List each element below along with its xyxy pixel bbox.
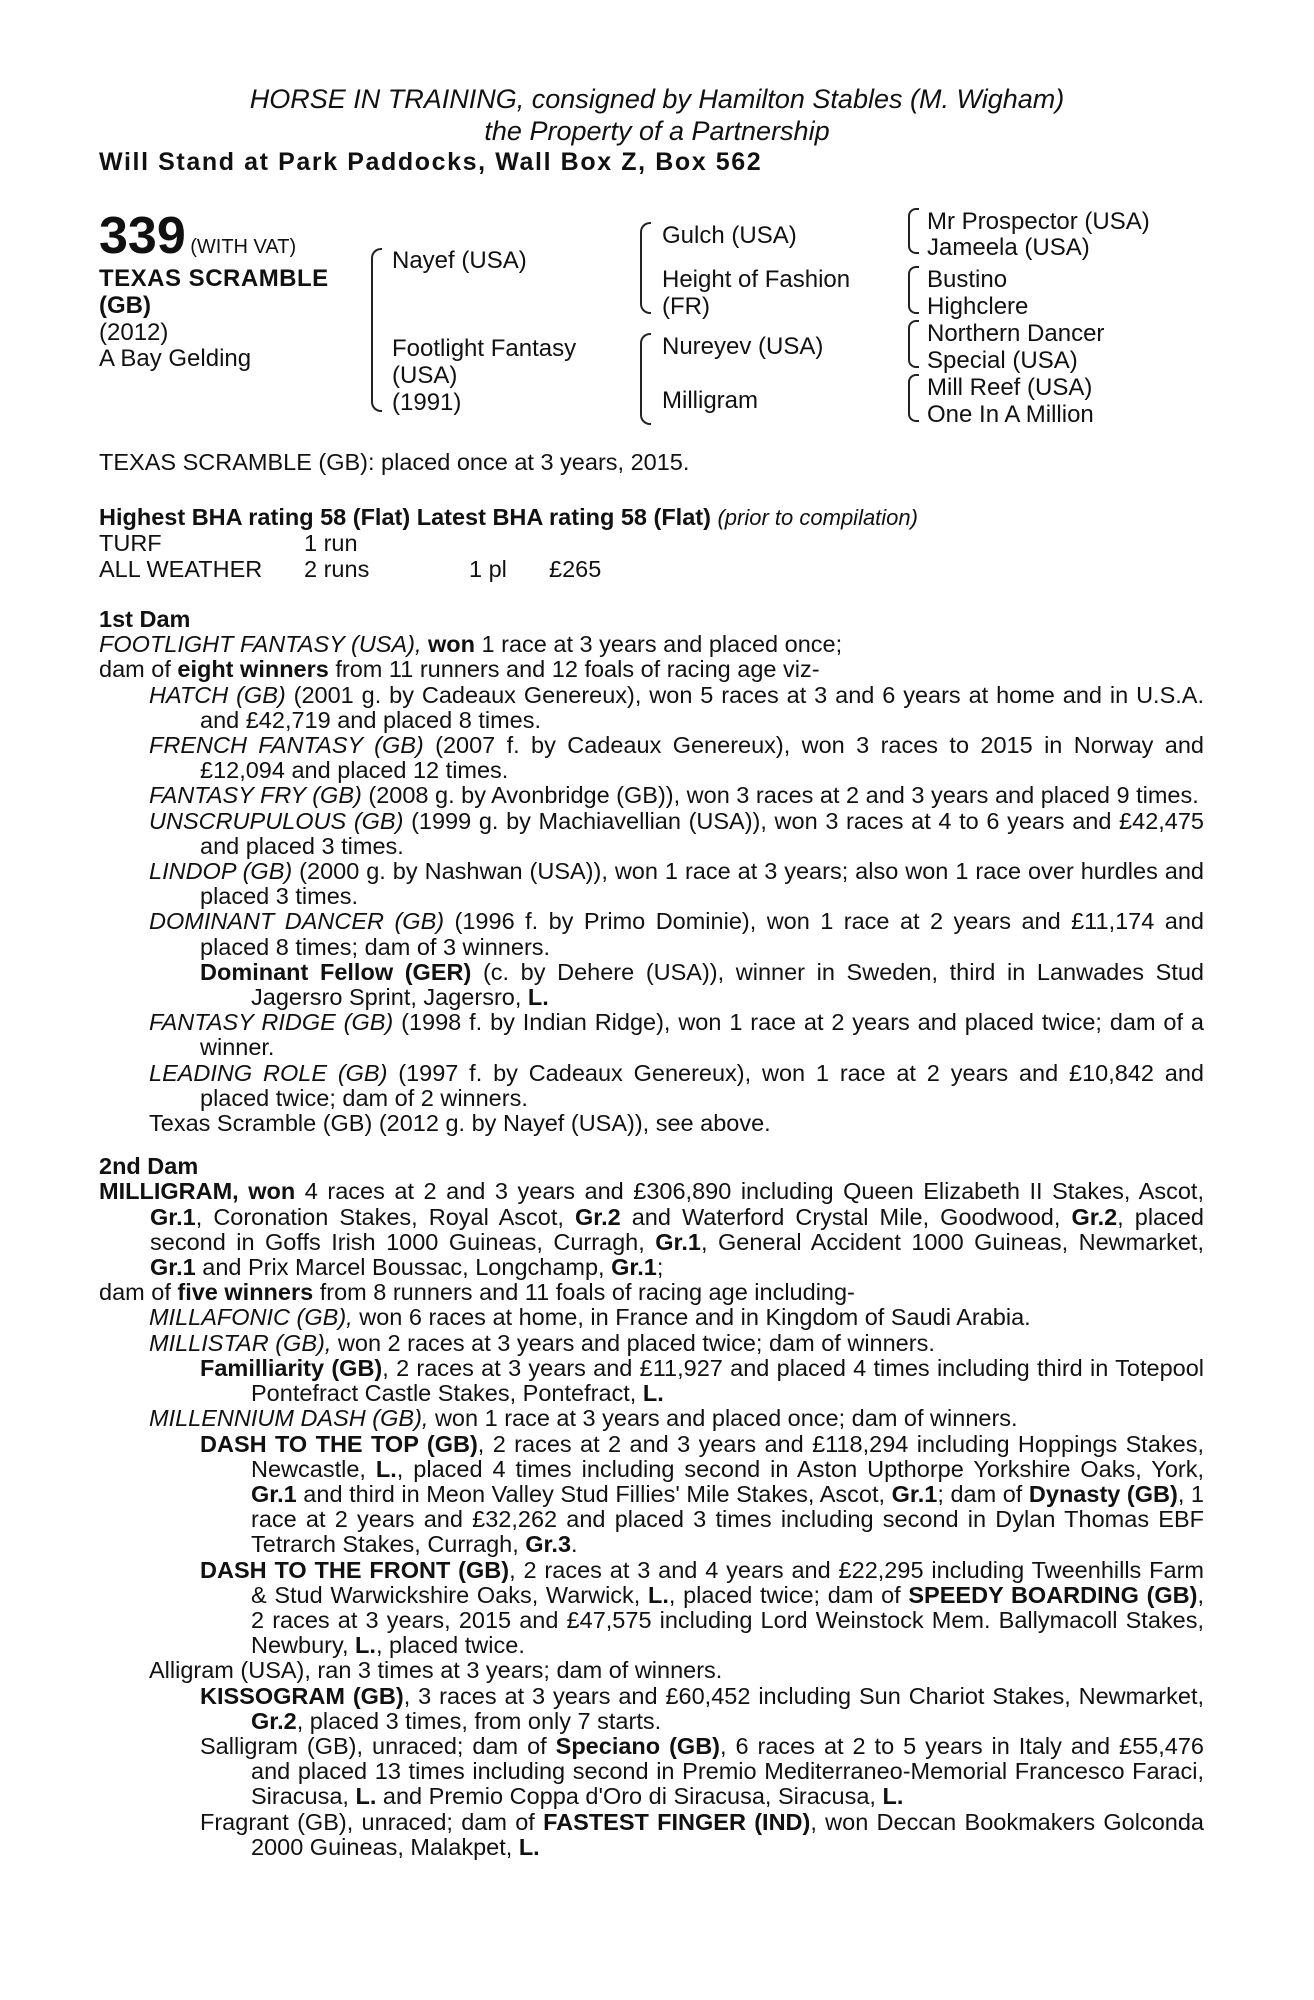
list-item [99,1331,1204,1356]
list-item [99,809,1204,859]
group-mark: Gr.3 [525,1531,572,1558]
list-item [99,1406,1204,1431]
foal-text: , won Deccan Bookmakers Golconda 2000 Guineas, Malakpet, [251,1808,1205,1860]
list-item [99,1305,1204,1330]
brace-3b [908,266,919,314]
list-item [99,783,1204,808]
foal-text: won 1 race at 3 years and placed once; dam of winners. [428,1405,1018,1432]
list-item [99,909,1204,959]
sire-dam-line1: Height of Fashion [662,266,851,293]
produce-pre: dam of [99,1279,178,1306]
foal-text: and third in Meon Valley Stud Fillies' Mile Stakes, Ascot, [296,1480,892,1507]
turf-runs: 1 run [304,530,358,556]
list-item [99,1111,1204,1136]
vat-note: (WITH VAT) [190,236,297,258]
foal-text: , placed 3 times, from only 7 starts. [296,1707,662,1734]
dam-line1: Footlight Fantasy [392,335,577,362]
foal-text: , 2 races at 3 years, 2015 and £47,575 including Lord Weinstock Mem. Ballymacoll Stakes, Newbury, [251,1581,1204,1659]
listed-mark: L. [527,984,549,1011]
foal-text: (1998 f. by Indian Ridge), won 1 race at 2 years and placed twice; dam of a winner. [200,1009,1204,1061]
foal-name: LEADING ROLE (GB) [149,1059,388,1086]
brace-3d [908,374,919,422]
foal-text: (1999 g. by Machiavellian (USA)), won 3 races at 4 to 6 years and £42,475 and placed 3 times. [200,807,1205,859]
foal-name: LINDOP (GB) [149,858,293,885]
foal-text: ; dam of [937,1480,1029,1507]
foal-text: , 1 race at 2 years and £32,262 and placed 3 times including second in Dylan Thomas EBF Tetrarch Stakes, Curragh, [251,1480,1204,1558]
foal-text: , placed 4 times including second in Aston Upthorpe Yorkshire Oaks, York, [396,1455,1204,1482]
foal-text: won 6 races at home, in France and in Kingdom of Saudi Arabia. [352,1304,1031,1331]
foal-name: FASTEST FINGER (IND) [543,1808,811,1835]
dam-year: (1991) [392,389,462,416]
group-mark: Gr.2 [1071,1203,1118,1230]
foal-name: FANTASY RIDGE (GB) [149,1009,394,1036]
first-dam-heading: 1st Dam [99,606,191,632]
brace-3c [908,320,919,368]
list-item [99,1432,1204,1558]
foal-text: , 2 races at 3 and 4 years and £22,295 including Tweenhills Farm & Stud Warwickshire Oaks, Warwick, [251,1556,1204,1608]
list-item [99,1010,1204,1060]
produce-winners: eight winners [177,656,329,683]
dam-dam-sire: Mill Reef (USA) [927,374,1093,401]
foal-name: MILLISTAR (GB), [149,1329,332,1356]
record-text: , Coronation Stakes, Royal Ascot, [195,1203,575,1230]
listed-mark: L. [647,1581,669,1608]
second-dam-record [99,1179,1204,1280]
won-label: won [238,1178,296,1205]
dam-sire-dam: Special (USA) [927,347,1078,374]
brace-3a [908,208,919,254]
bha-ratings-text: Highest BHA rating 58 (Flat) Latest BHA rating 58 (Flat) [99,504,711,530]
produce-winners: five winners [177,1279,314,1306]
foal-text: Salligram (GB), unraced; dam of [200,1732,556,1759]
second-dam-heading: 2nd Dam [99,1153,199,1180]
dam-sire: Nureyev (USA) [662,333,824,360]
list-item [99,859,1204,909]
group-mark: Gr.1 [611,1254,657,1281]
horse-name: TEXAS SCRAMBLE [99,265,329,292]
horse-origin: (GB) [99,292,151,319]
record-text: and Waterford Crystal Mile, Goodwood, [620,1203,1072,1230]
list-item [99,1061,1204,1111]
list-item [99,1558,1204,1659]
list-item [99,683,1204,733]
location-line: Will Stand at Park Paddocks, Wall Box Z, Box 562 [99,148,763,176]
listed-mark: L. [642,1380,664,1407]
foal-text: , 2 races at 2 and 3 years and £118,294 including Hoppings Stakes, Newcastle, [251,1430,1204,1482]
record-text: and Prix Marcel Boussac, Longchamp, [195,1254,612,1281]
foal-text: , 2 races at 3 years and £11,927 and placed 4 times including third in Totepool Pontefract Castle Stakes, Pontefract, [251,1354,1204,1407]
produce-post: from 11 runners and 12 foals of racing age viz- [328,656,820,683]
foal-name: Dominant Fellow (GER) [200,958,472,985]
list-item [99,1734,1204,1810]
foal-text: Alligram (USA), ran 3 times at 3 years; dam of winners. [149,1657,723,1684]
foal-text: (c. by Dehere (USA)), winner in Sweden, third in Lanwades Stud Jagersro Sprint, Jagersro, [251,958,1204,1011]
lot-number: 339 [99,207,186,265]
foal-text: Fragrant (GB), unraced; dam of [200,1808,544,1835]
foal-name: MILLAFONIC (GB), [149,1304,353,1331]
group-mark: Gr.1 [150,1254,196,1281]
horse-year: (2012) [99,319,169,346]
property-line: the Property of a Partnership [484,116,830,146]
record-text: 4 races at 2 and 3 years and £306,890 including Queen Elizabeth II Stakes, Ascot, [295,1178,1204,1205]
foal-name: Speciano (GB) [555,1732,720,1759]
foal-text: (2001 g. by Cadeaux Genereux), won 5 races at 3 and 6 years at home and in U.S.A. and £42,719 and placed 8 times. [200,681,1204,733]
foal-name: MILLENNIUM DASH (GB), [149,1405,429,1432]
dam-records [99,607,1204,1860]
foal-text: (1996 f. by Primo Dominie), won 1 race at 2 years and £11,174 and placed 8 times; dam of 3 winners. [200,908,1204,960]
horse-description: A Bay Gelding [99,345,252,372]
foal-name: SPEEDY BOARDING (GB) [908,1581,1198,1608]
foal-text: won 2 races at 3 years and placed twice; dam of winners. [331,1329,935,1356]
pedigree-brace [371,248,382,412]
sire-sire: Gulch (USA) [662,222,797,249]
foal-name: DASH TO THE TOP (GB) [200,1430,478,1457]
list-item [99,1810,1204,1860]
lot-heading [99,206,296,266]
foal-name: DASH TO THE FRONT (GB) [200,1556,510,1583]
dam-brace [640,333,651,425]
sire: Nayef (USA) [392,247,527,274]
bha-ratings-note: (prior to compilation) [717,505,918,530]
foal-name: DOMINANT DANCER (GB) [149,908,445,935]
foal-name: HATCH (GB) [149,681,286,708]
produce-post: from 8 runners and 11 foals of racing age including- [313,1279,855,1306]
foal-text: Texas Scramble (GB) (2012 g. by Nayef (USA)), see above. [149,1110,771,1137]
foal-text: (2008 g. by Avonbridge (GB)), won 3 races at 2 and 3 years and placed 9 times. [361,782,1199,809]
bha-ratings [99,504,918,531]
turf-label: TURF [99,530,162,556]
list-item [99,960,1204,1010]
foal-text: and Premio Coppa d'Oro di Siracusa, Siracusa, [376,1783,883,1810]
sire-brace [640,222,651,314]
won-label: won [428,631,476,658]
list-item [99,1658,1204,1683]
dam-line2: (USA) [392,362,458,389]
consignor-line: HORSE IN TRAINING, consigned by Hamilton Stables (M. Wigham) [249,84,1065,114]
foal-text: (2007 f. by Cadeaux Genereux), won 3 races to 2015 in Norway and £12,094 and placed 12 times. [200,732,1204,784]
group-mark: Gr.2 [251,1707,297,1734]
aw-runs: 2 runs [304,556,370,582]
listed-mark: L. [882,1783,904,1810]
first-dam-record [99,632,1204,657]
list-item [99,733,1204,783]
listed-mark: L. [518,1833,540,1860]
foal-name: FRENCH FANTASY (GB) [149,732,424,759]
listed-mark: L. [355,1632,376,1659]
second-dam-name: MILLIGRAM, [99,1178,239,1205]
group-mark: Gr.1 [655,1228,701,1255]
list-item [99,1356,1204,1406]
group-mark: Gr.1 [150,1203,196,1230]
foal-name: FANTASY FRY (GB) [149,782,362,809]
group-mark: Gr.1 [251,1480,297,1507]
dam-dam-dam: One In A Million [927,401,1094,428]
foal-text: , 3 races at 3 years and £60,452 including Sun Chariot Stakes, Newmarket, [403,1682,1204,1709]
aw-placed: 1 pl [469,556,507,582]
record-text: , placed second in Goffs Irish 1000 Guineas, Curragh, [150,1203,1205,1255]
group-mark: Gr.1 [891,1480,938,1507]
foal-text: , 6 races at 2 to 5 years in Italy and £55,476 and placed 13 times including second in Premio Mediterraneo-Memorial Francesco Faraci, Siracusa, [251,1732,1204,1810]
record-text: , General Accident 1000 Guineas, Newmarket, [700,1228,1204,1255]
aw-prize: £265 [549,556,602,582]
record-text: ; [656,1254,664,1281]
foal-name: Familliarity (GB) [200,1354,383,1381]
foal-text: , placed twice. [375,1632,525,1659]
listed-mark: L. [375,1455,397,1482]
listed-mark: L. [355,1783,377,1810]
sire-sire-dam: Jameela (USA) [927,234,1090,261]
foal-name: KISSOGRAM (GB) [200,1682,404,1709]
aw-label: ALL WEATHER [99,556,263,582]
dam-sire-sire: Northern Dancer [927,320,1105,347]
second-dam-produce [99,1280,1204,1305]
group-mark: Gr.2 [574,1203,621,1230]
foal-text: . [571,1531,578,1558]
first-dam-name: FOOTLIGHT FANTASY (USA), [99,631,422,658]
sire-dam-sire: Bustino [927,266,1008,293]
race-summary: TEXAS SCRAMBLE (GB): placed once at 3 years, 2015. [99,449,690,475]
foal-name: UNSCRUPULOUS (GB) [149,807,404,834]
first-dam-record-text: 1 race at 3 years and placed once; [475,631,843,658]
foal-name: Dynasty (GB) [1028,1480,1178,1507]
sire-dam-dam: Highclere [927,293,1029,320]
dam-dam: Milligram [662,387,758,414]
list-item [99,1684,1204,1734]
foal-text: , placed twice; dam of [668,1581,909,1608]
produce-pre: dam of [99,656,178,683]
sire-sire-sire: Mr Prospector (USA) [927,208,1150,235]
foal-text: (2000 g. by Nashwan (USA)), won 1 race at 3 years; also won 1 race over hurdles and placed 3 times. [200,858,1204,910]
sire-dam-line2: (FR) [662,293,710,320]
foal-text: (1997 f. by Cadeaux Genereux), won 1 race at 2 years and £10,842 and placed twice; dam of 2 winners. [200,1059,1204,1111]
first-dam-produce [99,657,1204,682]
